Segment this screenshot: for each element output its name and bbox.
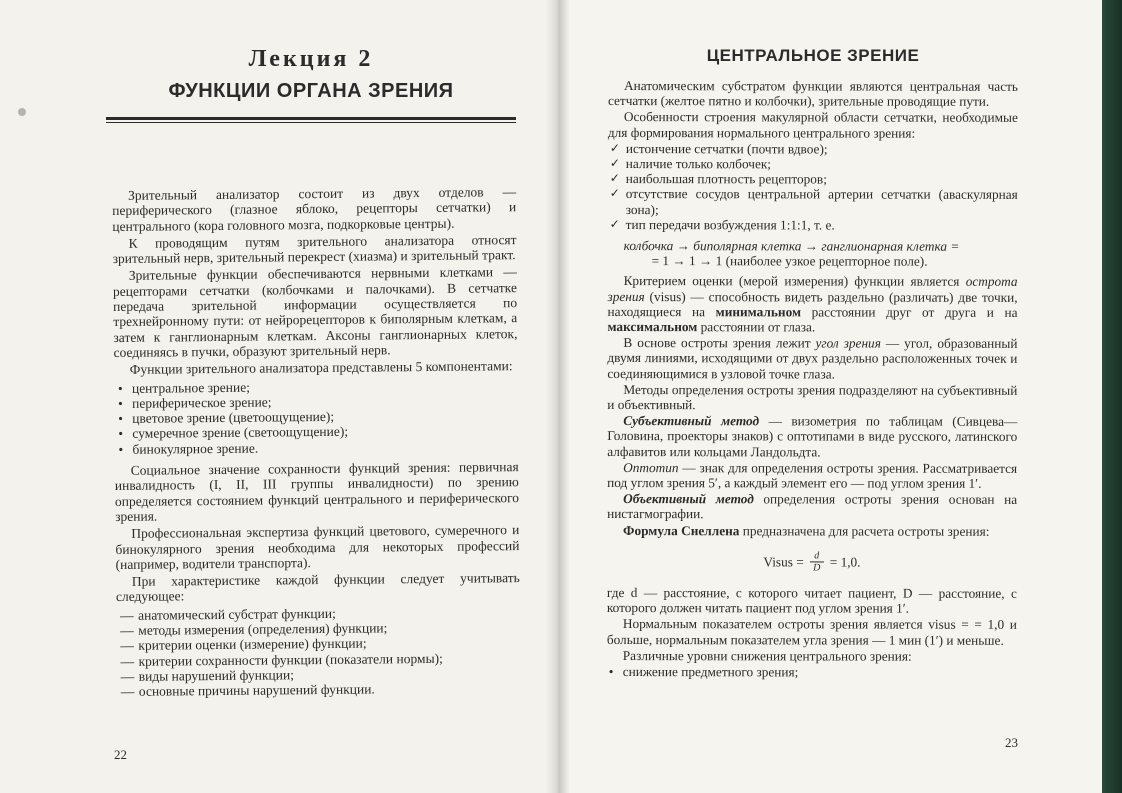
list-item: • центральное зрение; <box>118 377 518 396</box>
formula-fraction <box>810 550 824 573</box>
paragraph: Особенности строения макулярной области сетчатки, необходимые для формирования нормального центрального зрения: <box>607 109 1018 141</box>
paragraph: При характеристике каждой функции следует учитывать следующее: <box>115 570 520 605</box>
paragraph: К проводящим путям зрительного анализатора относят зрительный нерв, зрительный перекрест (хиазма) и зрительный тракт. <box>112 232 517 267</box>
list-item: — виды нарушений функции; <box>121 665 521 684</box>
text: — знак для определения остроты зрения. Рассматривается под углом зрения 5′, а каждый элемент его — под углом зрения 1′. <box>607 460 1018 491</box>
text: — угол, образованный двумя линиями, исходящими от двух раздельно расположенных точек и соединяющимися в узловой точке глаза. <box>607 335 1018 382</box>
lecture-number: Лекция 2 <box>248 46 374 72</box>
text: — визометрия по таблицам (Сивцева—Головина, проекторы знаков) с оптотипами в виде русского, латинского алфавитов или кольцами Ландольдта. <box>607 413 1018 460</box>
term-subjective-method: Субъективный метод <box>623 413 760 429</box>
term-maximal: максимальном <box>607 319 698 335</box>
page-number-right: 23 <box>1005 735 1018 750</box>
term-minimal: минимальном <box>715 304 802 320</box>
right-page-body <box>607 78 1018 684</box>
list-item: • периферическое зрение; <box>118 392 518 411</box>
paragraph <box>607 413 1017 459</box>
formula-denominator: D <box>813 562 821 574</box>
paragraph <box>607 273 1017 335</box>
paragraph <box>607 460 1017 491</box>
chain-line-2: = 1 → 1 → 1 (наиболее узкое рецепторное поле). <box>651 253 928 269</box>
section-title: ЦЕНТРАЛЬНОЕ ЗРЕНИЕ <box>706 46 920 65</box>
macula-features-list <box>608 141 1018 233</box>
list-item: • бинокулярное зрение. <box>118 438 518 457</box>
text: определения остроты зрения основан на нистагмографии. <box>607 491 1018 522</box>
list-item: ✓ отсутствие сосудов центральной артерии сетчатки (аваскулярная зона); <box>610 186 1018 217</box>
levels-list <box>607 664 1017 680</box>
title-rule-thick <box>106 117 516 120</box>
text: В основе остроты зрения лежит <box>623 335 816 351</box>
paragraph: Социальное значение сохранности функций зрения: первичная инвалидность (I, II, III группы инвалидности) по зрению определяется состоянием функций центрального и периферического зрения. <box>114 459 520 524</box>
components-list <box>114 377 519 457</box>
paragraph: Различные уровни снижения центрального зрения: <box>622 647 912 664</box>
text: Критерием оценки (мерой измерения) функции является <box>623 273 966 290</box>
term-snellen-formula: Формула Снеллена <box>623 522 740 538</box>
chain-line-1: колбочка → биполярная клетка → ганглионарная клетка = <box>623 238 960 254</box>
cover-edge <box>1102 0 1122 793</box>
term-objective-method: Объективный метод <box>623 491 754 507</box>
book-gutter <box>546 0 570 793</box>
list-item: ✓ тип передачи возбуждения 1:1:1, т. е. <box>610 217 1018 233</box>
list-item: • цветовое зрение (цветоощущение); <box>118 407 518 426</box>
transmission-chain <box>608 238 1018 269</box>
term-optotype: Оптотип <box>623 459 679 476</box>
paragraph: Зрительный анализатор состоит из двух отделов — периферического (глазное яблоко, рецепторы сетчатки) и центрального (кора головного мозга, подкорковые центры). <box>112 184 517 234</box>
paragraph: Профессиональная экспертиза функций цветового, сумеречного и бинокулярного зрения необходима для некоторых профессий (например, водители транспорта). <box>115 522 520 572</box>
paragraph <box>607 523 1017 539</box>
text: расстоянии друг от друга и на <box>801 304 1018 320</box>
list-item: — анатомический субстрат функции; <box>120 604 520 623</box>
formula-lhs: Visus = <box>763 554 804 570</box>
text: расстоянии от глаза. <box>697 319 816 335</box>
paragraph: Функции зрительного анализатора представлены 5 компонентами: <box>129 358 513 378</box>
paragraph: Нормальным показателем остроты зрения является visus = = 1,0 и больше, нормальным показателем угла зрения — 1 мин (1′) и меньше. <box>606 616 1017 648</box>
list-item: ✓ наличие только колбочек; <box>610 156 1018 172</box>
list-item: — критерии сохранности функции (показатели нормы); <box>120 650 520 669</box>
text: предназначена для расчета остроты зрения: <box>739 522 990 539</box>
formula-rhs: = 1,0. <box>829 554 861 570</box>
snellen-formula <box>607 550 1017 574</box>
list-item: — критерии оценки (измерение) функции; <box>120 634 520 653</box>
title-rule-thin <box>106 122 516 123</box>
paragraph: где d — расстояние, с которого читает пациент, D — расстояние, с которого должен читать пациент под углом зрения 1′. <box>606 584 1017 616</box>
left-page-body <box>112 184 521 705</box>
paragraph: Анатомическим субстратом функции являются центральная часть сетчатки (желтое пятно и колбочки), зрительные проводящие пути. <box>607 78 1018 110</box>
list-item: • снижение предметного зрения; <box>609 664 1017 680</box>
formula-numerator: d <box>814 550 820 562</box>
page-number-left: 22 <box>114 747 127 762</box>
paper-spot <box>18 108 26 116</box>
term-visual-angle: угол зрения <box>815 335 881 351</box>
lecture-title: ФУНКЦИИ ОРГАНА ЗРЕНИЯ <box>168 80 454 102</box>
paragraph: Зрительные функции обеспечиваются нервными клетками — рецепторами сетчатки (колбочками и палочками). В сетчатке передача зрительной информации осуществляется по трехнейронному пути: от нейрорецепторов к биполярным клеткам, а затем к ганглионарным клеткам. Аксоны ганглионарных клеток, соединяясь в пучки, образуют зрительный нерв. <box>112 264 518 360</box>
left-page <box>0 0 560 793</box>
list-item: ✓ истончение сетчатки (почти вдвое); <box>610 141 1018 157</box>
paragraph <box>607 335 1017 381</box>
characteristics-list <box>116 604 521 700</box>
text: (visus) — способность видеть раздельно (различать) две точки, находящиеся на <box>607 288 1018 320</box>
list-item: ✓ наибольшая плотность рецепторов; <box>610 171 1018 187</box>
list-item: • сумеречное зрение (светоощущение); <box>118 423 518 442</box>
paragraph: Методы определения остроты зрения подразделяют на субъективный и объективный. <box>607 381 1018 413</box>
list-item: — методы измерения (определения) функции; <box>120 619 520 638</box>
list-item: — основные причины нарушений функции. <box>121 680 521 699</box>
term-acuity: острота зрения <box>607 274 1018 304</box>
paragraph <box>607 491 1017 522</box>
